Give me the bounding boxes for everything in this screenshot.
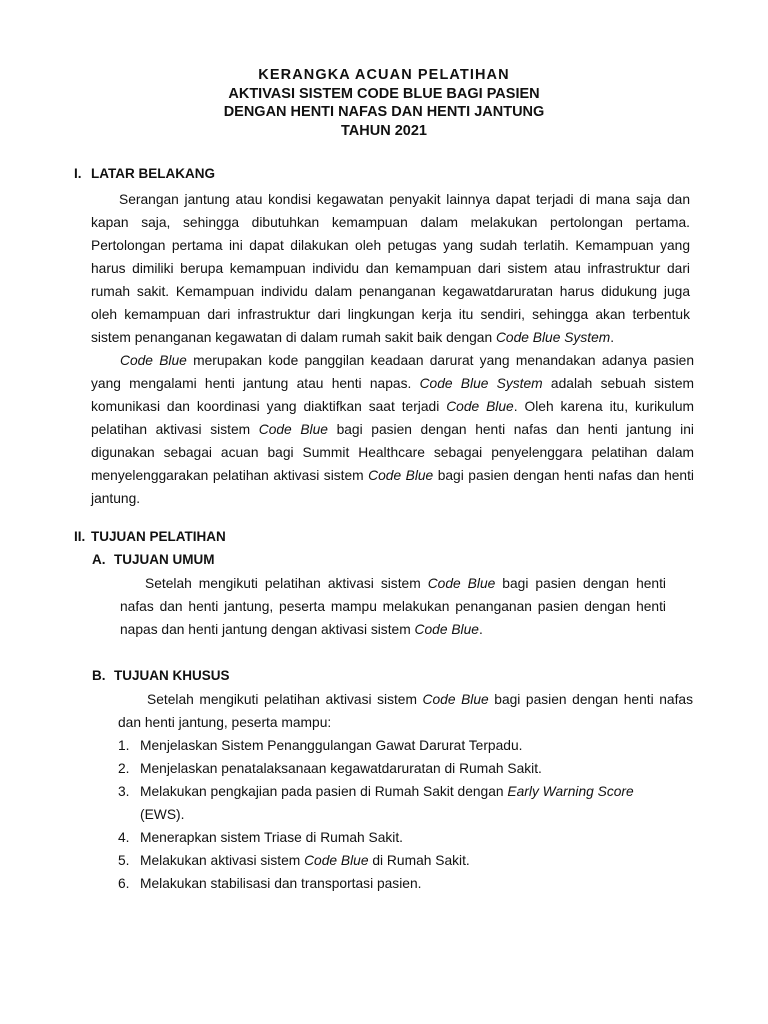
list-item <box>118 757 678 780</box>
paragraph-text: . <box>610 330 615 345</box>
list-italic: Code Blue <box>304 853 369 868</box>
subsection-b-paragraph <box>118 688 693 734</box>
title-line-1: KERANGKA ACUAN PELATIHAN <box>258 67 510 83</box>
paragraph-text: bagi pasien dengan henti nafas dan henti jantung. <box>91 468 694 506</box>
section-2-title: TUJUAN PELATIHAN <box>91 529 226 544</box>
list-number: 4. <box>118 830 130 845</box>
title-line-4: TAHUN 2021 <box>341 122 427 139</box>
document-title <box>0 66 768 140</box>
list-text: Melakukan aktivasi sistem <box>140 853 305 868</box>
paragraph-text: merupakan kode panggilan keadaan darurat yang menandakan adanya pasien yang mengalami henti jantung atau henti napas. <box>91 353 694 391</box>
paragraph-italic: Code Blue <box>422 692 489 707</box>
list-text: Menerapkan sistem Triase di Rumah Sakit. <box>140 830 404 845</box>
paragraph-text: bagi pasien dengan henti nafas dan henti jantung ini digunakan sebagai acuan bagi Summit Healthcare sebagai penyelenggara pelatihan dalam menyelenggarakan pelatihan aktivasi sistem <box>91 422 694 483</box>
list-number: 6. <box>118 876 130 891</box>
title-line-2: AKTIVASI SISTEM CODE BLUE BAGI PASIEN <box>228 85 540 102</box>
list-text: Melakukan stabilisasi dan transportasi pasien. <box>140 876 422 891</box>
list-text: Menjelaskan penatalaksanaan kegawatdaruratan di Rumah Sakit. <box>140 761 542 776</box>
subsection-a-heading <box>92 552 215 567</box>
list-item <box>118 734 678 757</box>
subsection-a-letter: A. <box>92 552 106 567</box>
list-number: 1. <box>118 738 130 753</box>
subsection-b-letter: B. <box>92 668 106 683</box>
subsection-a-title: TUJUAN UMUM <box>114 552 215 567</box>
list-number: 5. <box>118 853 130 868</box>
paragraph-italic: Code Blue System <box>419 376 543 391</box>
list-text: (EWS). <box>140 807 185 822</box>
section-2-number: II. <box>74 529 86 544</box>
paragraph-italic: Code Blue <box>120 353 187 368</box>
paragraph-italic: Code Blue <box>427 576 496 591</box>
paragraph-italic: Code Blue System <box>495 330 611 345</box>
section-1-paragraph-1 <box>91 188 690 349</box>
paragraph-text: bagi pasien dengan henti nafas dan henti jantung, peserta mampu melakukan penanganan pasien dengan henti napas dan henti jantung dengan aktivasi sistem <box>120 576 666 637</box>
section-1-number: I. <box>74 166 82 181</box>
list-text: Melakukan pengkajian pada pasien di Rumah Sakit dengan <box>140 784 508 799</box>
paragraph-text: Serangan jantung atau kondisi kegawatan penyakit lainnya dapat terjadi di mana saja dan kapan saja, sehingga dibutuhkan kemampuan dalam melakukan pertolongan pertama. Pertolongan pertama ini dapat dilakukan oleh petugas yang sudah terlatih. Kemampuan yang harus dimiliki berupa kemampuan individu dan kemampuan dari sistem atau infrastruktur dari rumah sakit. Kemampuan individu dalam penanganan kegawatdaruratan harus didukung juga oleh kemampuan dari infrastruktur dari lingkungan kerja itu sendiri, sehingga akan terbentuk sistem penanganan kegawatan di dalam rumah sakit baik dengan <box>91 192 690 345</box>
subsection-b-heading <box>92 668 230 683</box>
list-number: 2. <box>118 761 130 776</box>
paragraph-text: Setelah mengikuti pelatihan aktivasi sistem <box>145 576 428 591</box>
list-text: Menjelaskan Sistem Penanggulangan Gawat Darurat Terpadu. <box>140 738 523 753</box>
paragraph-text: adalah sebuah sistem komunikasi dan koordinasi yang diaktifkan saat terjadi <box>91 376 694 414</box>
section-1-title: LATAR BELAKANG <box>91 166 215 181</box>
paragraph-text: . Oleh karena itu, kurikulum pelatihan aktivasi sistem <box>91 399 694 437</box>
list-item <box>118 780 678 826</box>
paragraph-text: Setelah mengikuti pelatihan aktivasi sistem <box>147 692 423 707</box>
section-2-heading <box>74 529 226 544</box>
subsection-a-paragraph <box>120 572 666 641</box>
list-item <box>118 872 678 895</box>
list-text: di Rumah Sakit. <box>368 853 470 868</box>
objectives-list <box>118 734 678 895</box>
list-item <box>118 849 678 872</box>
list-item <box>118 826 678 849</box>
section-1-heading <box>74 166 215 181</box>
paragraph-italic: Code Blue <box>368 468 434 483</box>
section-1-paragraph-2 <box>91 349 694 510</box>
paragraph-italic: Code Blue <box>258 422 328 437</box>
paragraph-text: bagi pasien dengan henti nafas dan henti jantung, peserta mampu: <box>118 692 693 730</box>
paragraph-italic: Code Blue <box>414 622 479 637</box>
paragraph-italic: Code Blue <box>446 399 514 414</box>
list-number: 3. <box>118 784 130 799</box>
title-line-3: DENGAN HENTI NAFAS DAN HENTI JANTUNG <box>223 104 545 120</box>
subsection-b-title: TUJUAN KHUSUS <box>114 668 230 683</box>
list-italic: Early Warning Score <box>507 784 634 799</box>
paragraph-text: . <box>478 622 483 637</box>
